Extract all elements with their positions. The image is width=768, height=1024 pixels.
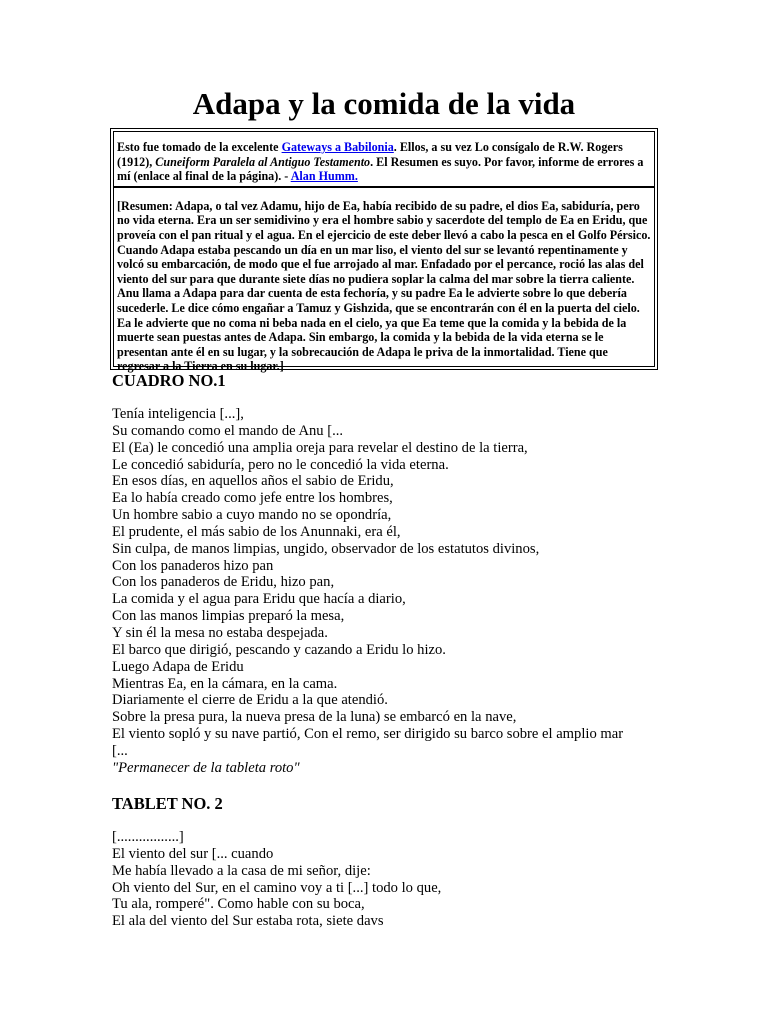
poem-line: El viento del sur [... cuando [112, 845, 274, 862]
tablet-2-heading: TABLET NO. 2 [112, 794, 223, 813]
summary-paragraph: [Resumen: Adapa, o tal vez Adamu, hijo de Ea, había recibido de su padre, el dios Ea, sabiduría, pero no vida eterna. Era un ser semidivino y era el hombre sabio y sacerdote del templo de Ea en Eridu, que proveía con el pan ritual y el agua. En el ejercicio de este deber llevó a cabo la pesca en el Golfo Pérsico. Cuando Adapa estaba pescando un día en un mar liso, el viento del sur se levantó repentinamente y volcó su embarcación, de modo que el fue arrojado al mar. Enfadado por el percance, roció las alas del viento del sur para que durante siete días no pudiera soplar la calma del mar sobre la tierra caliente. Anu llama a Adapa para dar cuenta de esta fechoría, y su padre Ea le advierte sobre lo que debería sucederle. Le dice cómo engañar a Tamuz y Gishzida, que se encontrarán con él en la puerta del cielo. Ea le advierte que no coma ni beba nada en el cielo, ya que Ea teme que la comida y la bebida de la muerte sean puestas antes de Adapa. Sin embargo, la comida y la bebida de la vida eterna se le presentan ante él en su lugar, y la sobrecaución de Adapa le priva de la inmortalidad. Tiene que regresar a la Tierra en su lugar.] [117, 198, 651, 374]
poem-line: Diariamente el cierre de Eridu a la que atendió. [112, 692, 388, 709]
divider [114, 186, 654, 188]
poem-line: [.................] [112, 829, 184, 845]
gateways-link[interactable]: Gateways a Babilonia [281, 140, 394, 154]
tablet-1-note: "Permanecer de la tableta roto" [112, 759, 300, 776]
intro-paragraph [117, 140, 652, 184]
poem-line: Con las manos limpias preparó la mesa, [112, 608, 345, 625]
poem-line: El ala del viento del Sur estaba rota, siete davs [112, 913, 384, 930]
intro-text-3: . El Resumen es suyo. Por favor, informe de errores a mí (enlace al final de la página). - [117, 154, 644, 184]
poem-line: Ea lo había creado como jefe entre los hombres, [112, 490, 393, 507]
poem-line: En esos días, en aquellos años el sabio de Eridu, [112, 473, 394, 490]
poem-line: El viento sopló y su nave partió, Con el remo, ser dirigido su barco sobre el amplio mar [112, 726, 624, 743]
poem-line: El (Ea) le concedió una amplia oreja para revelar el destino de la tierra, [112, 439, 528, 456]
poem-line: Luego Adapa de Eridu [112, 658, 244, 675]
poem-line: Su comando como el mando de Anu [... [112, 422, 344, 439]
poem-line: Con los panaderos de Eridu, hizo pan, [112, 574, 335, 591]
tablet-2-text [112, 829, 441, 930]
poem-line: [... [112, 742, 128, 759]
poem-line: Tu ala, romperé". Como hable con su boca, [112, 896, 365, 913]
poem-line: Me había llevado a la casa de mi señor, dije: [112, 862, 371, 879]
poem-line: El prudente, el más sabio de los Anunnaki, era él, [112, 523, 401, 540]
poem-line: Un hombre sabio a cuyo mando no se opondría, [112, 507, 392, 524]
summary-box-inner [113, 131, 655, 374]
poem-line: Le concedió sabiduría, pero no le concedió la vida eterna. [112, 456, 449, 473]
poem-line: Y sin él la mesa no estaba despejada. [112, 624, 328, 641]
poem-line: Oh viento del Sur, en el camino voy a ti [...] todo lo que, [112, 879, 442, 896]
poem-line: Tenía inteligencia [...], [112, 406, 244, 422]
tablet-1-text [112, 406, 623, 777]
book-title: Cuneiform Paralela al Antiguo Testamento [155, 154, 371, 169]
poem-line: Con los panaderos hizo pan [112, 557, 274, 574]
poem-line: Mientras Ea, en la cámara, en la cama. [112, 675, 338, 692]
poem-line: La comida y el agua para Eridu que hacía a diario, [112, 591, 406, 608]
intro-text-2: . Ellos, a su vez Lo consígalo de R.W. Rogers (1912), [117, 140, 623, 169]
page-title: Adapa y la comida de la vida [192, 86, 576, 121]
poem-line: El barco que dirigió, pescando y cazando a Eridu lo hizo. [112, 641, 446, 658]
intro-text-1: Esto fue tomado de la excelente [117, 140, 282, 154]
author-link[interactable]: Alan Humm. [290, 169, 358, 184]
poem-line: Sin culpa, de manos limpias, ungido, observador de los estatutos divinos, [112, 540, 540, 557]
summary-box [110, 128, 658, 374]
poem-line: Sobre la presa pura, la nueva presa de la luna) se embarcó en la nave, [112, 709, 517, 726]
tablet-1-heading: CUADRO NO.1 [112, 371, 226, 390]
